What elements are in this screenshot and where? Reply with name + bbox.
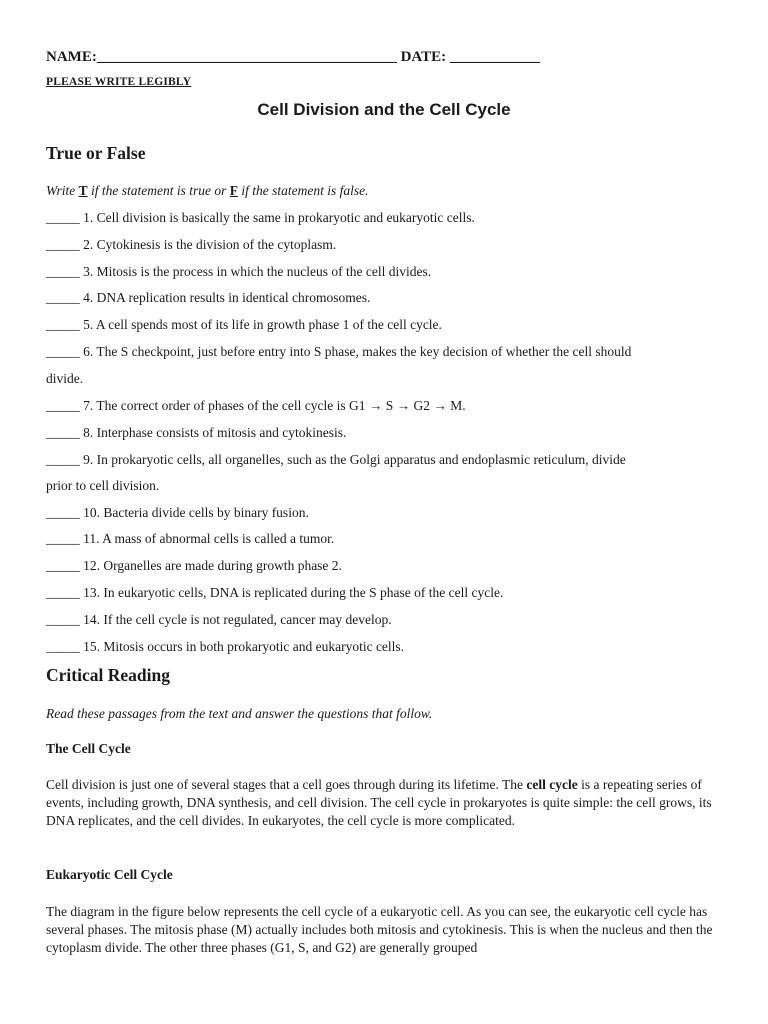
question-item bbox=[46, 425, 346, 441]
answer-blank[interactable]: _____ bbox=[46, 398, 80, 413]
critical-reading-instruction: Read these passages from the text and answer the questions that follow. bbox=[46, 706, 433, 721]
question-text-continued: divide. bbox=[46, 371, 84, 386]
cell-cycle-paragraph: Cell division is just one of several stages that a cell goes through during its lifetime. The cell cycle is a repeating series of events, including growth, DNA synthesis, and cell division. The cell cycle in prokaryotes is quite simple: the cell grows, its DNA replicates, and the cell divides. In eukaryotes, the cell cycle is more complicated. bbox=[46, 777, 712, 828]
question-text: 2. Cytokinesis is the division of the cytoplasm. bbox=[83, 237, 337, 252]
question-text: 3. Mitosis is the process in which the nucleus of the cell divides. bbox=[83, 264, 432, 279]
question-item bbox=[46, 505, 309, 521]
answer-blank[interactable]: _____ bbox=[46, 344, 80, 359]
question-item bbox=[46, 531, 334, 547]
answer-blank[interactable]: _____ bbox=[46, 585, 80, 600]
answer-blank[interactable]: _____ bbox=[46, 639, 80, 654]
cell-cycle-heading: The Cell Cycle bbox=[46, 741, 131, 756]
answer-blank[interactable]: _____ bbox=[46, 452, 80, 467]
answer-blank[interactable]: _____ bbox=[46, 210, 80, 225]
false-letter: F bbox=[229, 183, 239, 198]
answer-blank[interactable]: _____ bbox=[46, 290, 80, 305]
question-text: 8. Interphase consists of mitosis and cytokinesis. bbox=[83, 425, 347, 440]
answer-blank[interactable]: _____ bbox=[46, 505, 80, 520]
question-item bbox=[46, 452, 626, 468]
question-item bbox=[46, 237, 336, 253]
true-false-instruction: Write T if the statement is true or F if the statement is false. bbox=[46, 183, 369, 198]
page-title: Cell Division and the Cell Cycle bbox=[257, 100, 511, 119]
answer-blank[interactable]: _____ bbox=[46, 531, 80, 546]
question-text: 12. Organelles are made during growth phase 2. bbox=[83, 558, 342, 573]
question-item bbox=[46, 317, 442, 333]
question-text-continued: prior to cell division. bbox=[46, 478, 160, 493]
question-item bbox=[46, 398, 466, 414]
name-blank: ________________________________________ bbox=[96, 49, 397, 65]
cell-cycle-term: cell cycle bbox=[526, 777, 578, 792]
question-item bbox=[46, 585, 503, 601]
eukaryotic-cell-cycle-paragraph: The diagram in the figure below represents the cell cycle of a eukaryotic cell. As you can see, the eukaryotic cell cycle has several phases. The mitosis phase (M) actually includes both mitosis and cytokinesis. This is when the nucleus and then the cytoplasm divide. The other three phases (G1, S, and G2) are generally grouped bbox=[46, 904, 713, 955]
answer-blank[interactable]: _____ bbox=[46, 558, 80, 573]
question-text: 6. The S checkpoint, just before entry into S phase, makes the key decision of whether the cell should bbox=[83, 344, 632, 359]
name-date-line bbox=[46, 49, 540, 66]
true-letter: T bbox=[78, 183, 88, 198]
question-item bbox=[46, 612, 392, 628]
date-label: DATE: bbox=[400, 49, 447, 65]
question-text: 13. In eukaryotic cells, DNA is replicated during the S phase of the cell cycle. bbox=[83, 585, 504, 600]
eukaryotic-cell-cycle-heading: Eukaryotic Cell Cycle bbox=[46, 867, 173, 882]
question-text: 10. Bacteria divide cells by binary fusion. bbox=[83, 505, 309, 520]
question-text: 15. Mitosis occurs in both prokaryotic and eukaryotic cells. bbox=[83, 639, 405, 654]
question-item bbox=[46, 558, 342, 574]
answer-blank[interactable]: _____ bbox=[46, 264, 80, 279]
question-item bbox=[46, 344, 631, 360]
answer-blank[interactable]: _____ bbox=[46, 237, 80, 252]
critical-reading-heading: Critical Reading bbox=[46, 665, 170, 685]
write-legibly-note: PLEASE WRITE LEGIBLY bbox=[46, 76, 192, 88]
question-item bbox=[46, 264, 431, 280]
name-label: NAME: bbox=[46, 49, 97, 65]
answer-blank[interactable]: _____ bbox=[46, 425, 80, 440]
question-item bbox=[46, 210, 475, 226]
question-text: 4. DNA replication results in identical chromosomes. bbox=[83, 290, 371, 305]
date-blank: ____________ bbox=[449, 49, 540, 65]
question-text: 9. In prokaryotic cells, all organelles, such as the Golgi apparatus and endoplasmic reticulum, divide bbox=[83, 452, 626, 467]
question-text: 11. A mass of abnormal cells is called a tumor. bbox=[83, 531, 335, 546]
question-text: 14. If the cell cycle is not regulated, cancer may develop. bbox=[83, 612, 392, 627]
question-item bbox=[46, 290, 370, 306]
question-text: 5. A cell spends most of its life in growth phase 1 of the cell cycle. bbox=[83, 317, 442, 332]
question-text: 7. The correct order of phases of the cell cycle is G1 → S → G2 → M. bbox=[83, 398, 466, 413]
true-false-heading: True or False bbox=[46, 143, 146, 163]
question-item bbox=[46, 639, 404, 655]
answer-blank[interactable]: _____ bbox=[46, 317, 80, 332]
question-text: 1. Cell division is basically the same in prokaryotic and eukaryotic cells. bbox=[83, 210, 475, 225]
answer-blank[interactable]: _____ bbox=[46, 612, 80, 627]
